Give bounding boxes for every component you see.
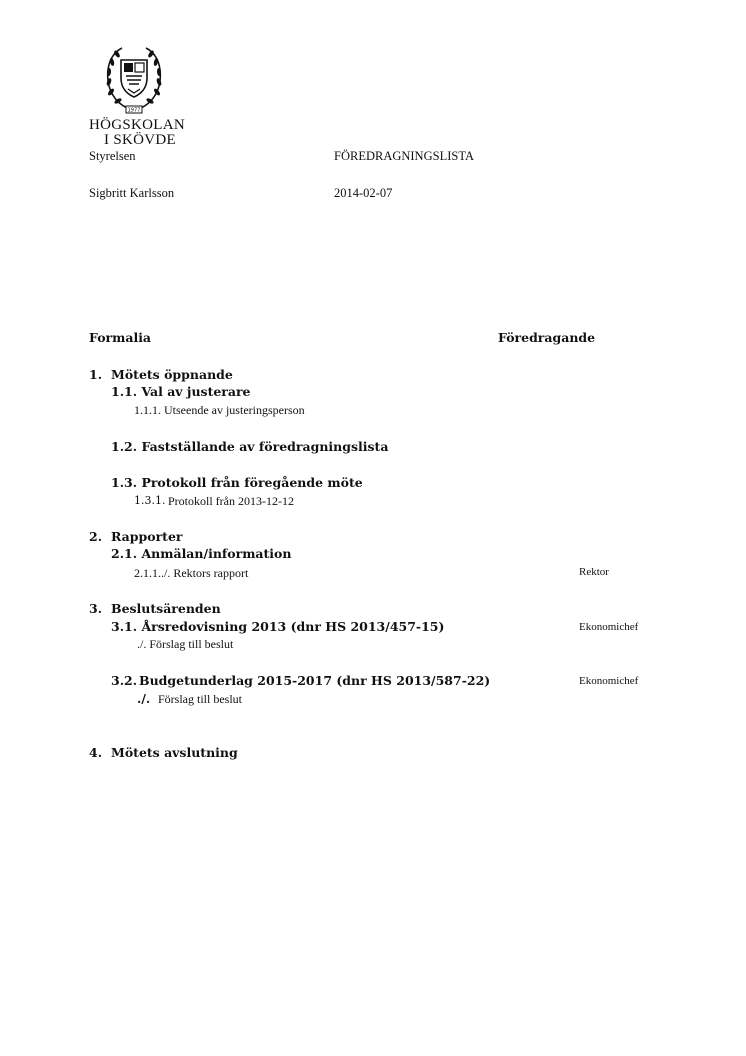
item-title-2: Rapporter — [111, 529, 183, 544]
item-number-2: 2. — [89, 529, 103, 544]
document-type: FÖREDRAGNINGSLISTA — [334, 149, 474, 163]
university-name-line2: I SKÖVDE — [104, 132, 176, 148]
item-1-1: 1.1. Val av justerare — [111, 384, 251, 399]
item-number-1: 1. — [89, 367, 103, 382]
item-1-1-1: 1.1.1. Utseende av justeringsperson — [134, 403, 305, 417]
item-3-2-title: Budgetunderlag 2015-2017 (dnr HS 2013/587-22) — [139, 673, 491, 688]
presenter-3-1: Ekonomichef — [579, 621, 639, 633]
university-seal-icon — [104, 44, 164, 120]
author: Sigbritt Karlsson — [89, 186, 175, 200]
item-3-1: 3.1. Årsredovisning 2013 (dnr HS 2013/457-15) — [111, 619, 445, 634]
presenter-3-2: Ekonomichef — [579, 675, 639, 687]
organization: Styrelsen — [89, 149, 136, 163]
section-heading-formalia: Formalia — [89, 330, 152, 345]
document-date: 2014-02-07 — [334, 186, 393, 200]
item-number-4: 4. — [89, 745, 103, 760]
item-title-4: Mötets avslutning — [111, 745, 238, 760]
item-1-2: 1.2. Fastställande av föredragningslista — [111, 439, 389, 454]
presenter-2-1-1: Rektor — [579, 566, 609, 578]
svg-text:1977: 1977 — [127, 107, 141, 114]
item-1-3-1-number: 1.3.1. — [134, 494, 166, 507]
item-title-1: Mötets öppnande — [111, 367, 233, 382]
section-heading-presenter: Föredragande — [498, 330, 596, 345]
item-1-3-1-text: Protokoll från 2013-12-12 — [168, 494, 294, 508]
item-3-2-proposal-text: Förslag till beslut — [158, 692, 242, 706]
item-3-1-proposal: ./. Förslag till beslut — [137, 637, 234, 651]
item-number-3: 3. — [89, 601, 103, 616]
item-2-1-1: 2.1.1../. Rektors rapport — [134, 566, 249, 580]
item-2-1: 2.1. Anmälan/information — [111, 546, 292, 561]
university-name-line1: HÖGSKOLAN — [89, 117, 186, 133]
item-1-3: 1.3. Protokoll från föregående möte — [111, 475, 363, 490]
item-3-2-proposal-mark: ./. — [137, 691, 151, 706]
item-3-2-number: 3.2. — [111, 673, 138, 688]
item-title-3: Beslutsärenden — [111, 601, 221, 616]
